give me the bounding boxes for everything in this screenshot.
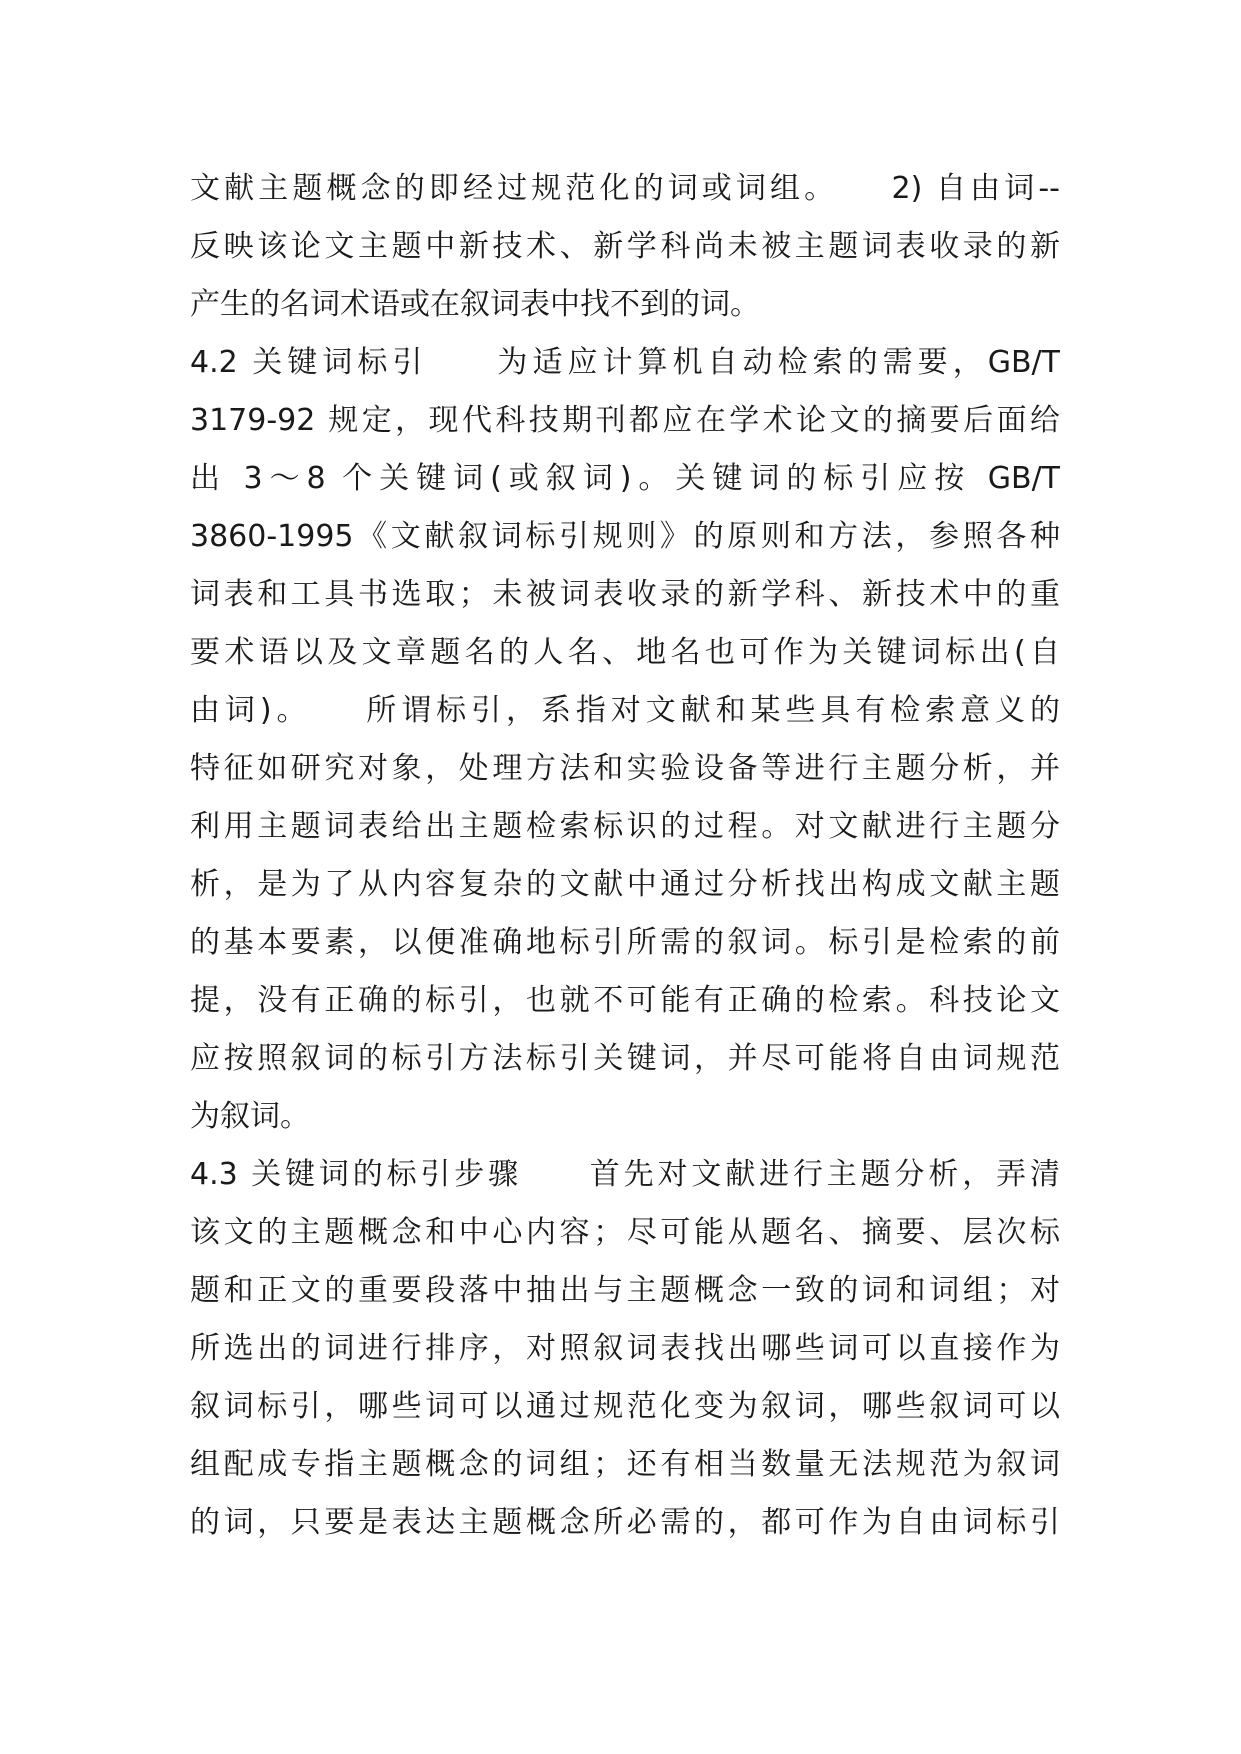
text-line: 词表和工具书选取；未被词表收录的新学科、新技术中的重	[190, 577, 1060, 612]
text-line: 3860-1995《文献叙词标引规则》的原则和方法，参照各种	[190, 519, 1060, 554]
text-line: 出 3～8 个关键词(或叙词)。关键词的标引应按 GB/T	[190, 461, 1060, 496]
text-line: 析，是为了从内容复杂的文献中通过分析找出构成文献主题	[190, 867, 1060, 902]
body-text	[190, 160, 1060, 1552]
text-line: 所选出的词进行排序，对照叙词表找出哪些词可以直接作为	[190, 1331, 1060, 1366]
text-line: 的基本要素，以便准确地标引所需的叙词。标引是检索的前	[190, 925, 1060, 960]
text-line: 由词)。 所谓标引，系指对文献和某些具有检索意义的	[190, 693, 1060, 728]
text-line: 3179-92 规定，现代科技期刊都应在学术论文的摘要后面给	[190, 403, 1060, 438]
text-line: 的词，只要是表达主题概念所必需的，都可作为自由词标引	[190, 1505, 1060, 1540]
text-line: 要术语以及文章题名的人名、地名也可作为关键词标出(自	[190, 635, 1060, 670]
text-line: 为叙词。	[190, 1099, 310, 1134]
text-line: 文献主题概念的即经过规范化的词或词组。 2) 自由词--	[190, 171, 1060, 206]
text-line: 4.2 关键词标引 为适应计算机自动检索的需要，GB/T	[190, 345, 1060, 380]
text-line: 反映该论文主题中新技术、新学科尚未被主题词表收录的新	[190, 229, 1060, 264]
text-line: 提，没有正确的标引，也就不可能有正确的检索。科技论文	[190, 983, 1060, 1018]
text-line: 利用主题词表给出主题检索标识的过程。对文献进行主题分	[190, 809, 1060, 844]
text-line: 组配成专指主题概念的词组；还有相当数量无法规范为叙词	[190, 1447, 1060, 1482]
text-line: 题和正文的重要段落中抽出与主题概念一致的词和词组；对	[190, 1273, 1060, 1308]
text-line: 产生的名词术语或在叙词表中找不到的词。	[190, 287, 760, 322]
text-line: 特征如研究对象，处理方法和实验设备等进行主题分析，并	[190, 751, 1060, 786]
text-line: 该文的主题概念和中心内容；尽可能从题名、摘要、层次标	[190, 1215, 1060, 1250]
text-line: 叙词标引，哪些词可以通过规范化变为叙词，哪些叙词可以	[190, 1389, 1060, 1424]
text-line: 应按照叙词的标引方法标引关键词，并尽可能将自由词规范	[190, 1041, 1060, 1076]
text-line: 4.3 关键词的标引步骤 首先对文献进行主题分析，弄清	[190, 1157, 1060, 1192]
